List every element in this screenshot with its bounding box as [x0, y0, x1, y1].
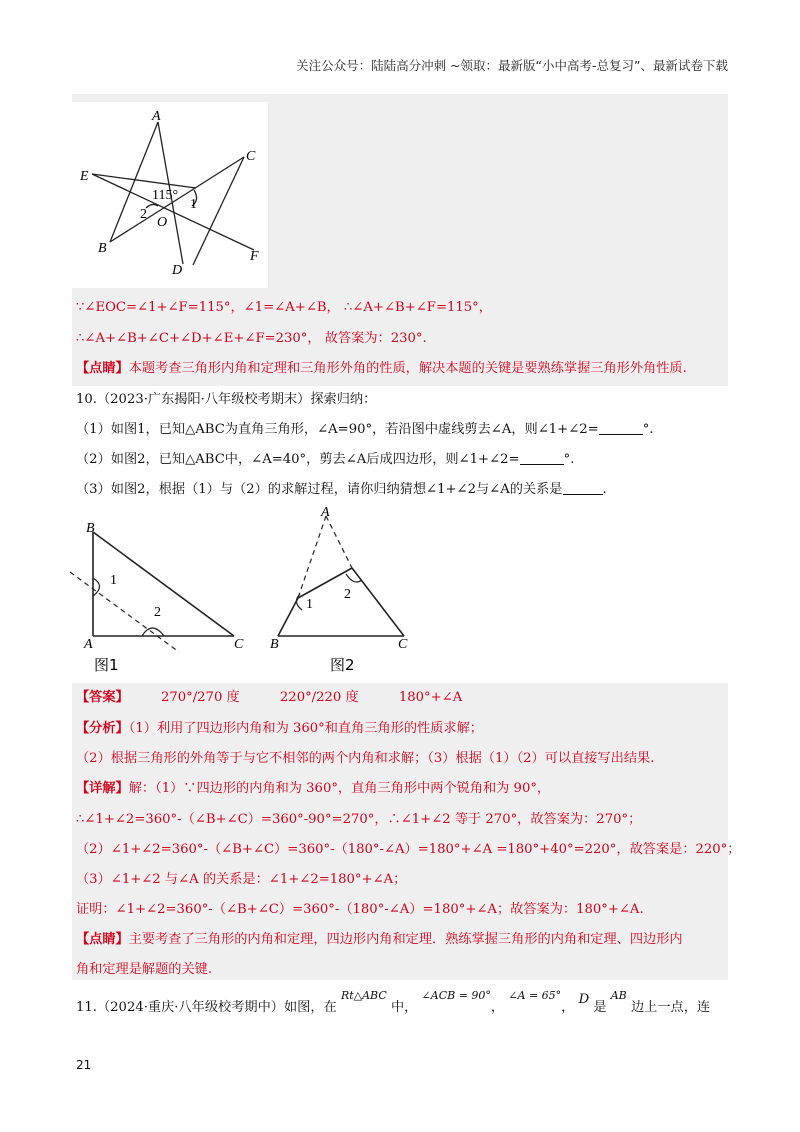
q10-part3-blank[interactable] — [563, 494, 603, 495]
fig1-label-c: C — [234, 637, 244, 652]
answer10-detail4: （3）∠1+∠2 与∠A 的关系是：∠1+∠2=180°+∠A； — [76, 872, 407, 887]
fig2-label-c: C — [398, 637, 408, 652]
comment-tag: 【点睛】 — [76, 361, 129, 376]
star-label-a: A — [152, 109, 161, 124]
answer10-comment-text: 主要考查了三角形的内角和定理，四边形内角和定理．熟练掌握三角形的内角和定理、四边形内 — [128, 932, 683, 947]
figure-1 — [66, 516, 256, 676]
q10-part3-end: . — [602, 482, 607, 497]
star-label-e: E — [80, 169, 89, 184]
q11-math-d: D — [578, 992, 590, 1007]
fig2-label-b: B — [270, 637, 279, 652]
q11-math-a: ∠A = 65° — [508, 989, 562, 1002]
answer-tag: 【答案】 — [76, 690, 129, 705]
q10-part2-text: （2）如图2，已知△ABC中，∠A=40°，剪去∠A后成四边形，则∠1+∠2= — [76, 452, 520, 467]
q10-part2 — [76, 452, 574, 468]
q10-part2-end: °. — [563, 452, 575, 467]
solution9-line2: ∴∠A+∠B+∠C+∠D+∠E+∠F=230°， 故答案为：230°. — [76, 331, 427, 346]
q11-comma-2: ， — [561, 1000, 575, 1015]
figure-2 — [266, 502, 426, 676]
fig2-caption: 图2 — [330, 656, 355, 674]
q10-part1-end: °. — [642, 422, 654, 437]
analysis-text-1: （1）利用了四边形内角和为 360°和直角三角形的性质求解； — [128, 721, 483, 736]
fig1-angle-1: 1 — [110, 573, 117, 588]
answer10-analysis2: （2）根据三角形的外角等于与它不相邻的两个内角和求解；（3）根据（1）（2）可以直接写出结果. — [76, 751, 655, 766]
answer-2: 220°/220 度 — [279, 690, 359, 705]
star-label-b: B — [98, 241, 107, 256]
fig1-label-a: A — [84, 637, 93, 652]
fig1-caption: 图1 — [94, 656, 119, 674]
q11-text-shi: 是 — [593, 1000, 607, 1015]
answer10-comment1 — [76, 932, 683, 948]
star-label-f: F — [250, 249, 259, 264]
answer10-detail3: （2）∠1+∠2=360°-（∠B+∠C）=360°-（180°-∠A）=180°+∠A =180°+40°=220°，故答案是：220°； — [76, 842, 741, 857]
q11-comma-1: ， — [490, 1000, 505, 1015]
analysis-tag: 【分析】 — [76, 721, 129, 736]
q10-part2-blank[interactable] — [520, 464, 564, 465]
fig2-angle-2: 2 — [344, 587, 351, 602]
fig1-label-b: B — [86, 521, 95, 536]
star-label-o: O — [157, 215, 168, 230]
answer10-comment-tag: 【点睛】 — [76, 932, 129, 947]
q11-text-end: 边上一点，连 — [630, 1000, 711, 1015]
star-angle-115: 115° — [152, 188, 179, 203]
star-angle-2: 2 — [140, 207, 147, 222]
q10-part3 — [76, 482, 607, 498]
q10-part1-blank[interactable] — [599, 434, 643, 435]
q10-part1-text: （1）如图1，已知△ABC为直角三角形，∠A=90°，若沿图中虚线剪去∠A，则∠1+∠2= — [76, 422, 599, 437]
q11-math-acb: ∠ACB = 90° — [421, 989, 491, 1002]
star-label-d: D — [172, 263, 183, 278]
fig1-angle-2: 2 — [154, 605, 161, 620]
answer10-analysis1 — [76, 721, 483, 737]
answer10-comment2: 角和定理是解题的关键. — [76, 962, 213, 977]
answer10-detail5: 证明：∠1+∠2=360°-（∠B+∠C）=360°-（180°-∠A）=180°+∠A；故答案为：180°+∠A. — [76, 902, 644, 917]
q11-math-ab: AB — [610, 989, 627, 1002]
q11-text-zhong: 中， — [390, 1000, 418, 1015]
page-header: 关注公众号：陆陆高分冲刺 ~领取：最新版“小中高考-总复习”、最新试卷下载 — [296, 58, 728, 73]
star-figure — [72, 102, 268, 288]
fig2-label-a: A — [321, 505, 330, 520]
solution9-line1: ∵∠EOC=∠1+∠F=115°，∠1=∠A+∠B， ∴∠A+∠B+∠F=115°， — [76, 300, 492, 315]
star-angle-1: 1 — [190, 197, 197, 212]
q10-part1 — [76, 422, 654, 438]
answer10-detail1 — [76, 781, 550, 797]
answer-1: 270°/270 度 — [160, 690, 240, 705]
solution9-comment — [76, 361, 687, 377]
answer-3: 180°+∠A — [398, 690, 463, 705]
detail-text-1: 解：（1）∵四边形的内角和为 360°，直角三角形中两个锐角和为 90°， — [128, 781, 551, 796]
answer10-detail2: ∴∠1+∠2=360°-（∠B+∠C）=360°-90°=270°，∴∠1+∠2 等于 270°，故答案为：270°； — [76, 812, 642, 827]
detail-tag: 【详解】 — [76, 781, 129, 796]
q10-part3-text: （3）如图2，根据（1）与（2）的求解过程，请你归纳猜想∠1+∠2与∠A的关系是 — [76, 482, 563, 497]
answer10-answer — [76, 690, 462, 706]
q11-math-triangle: Rt△ABC — [340, 989, 387, 1002]
star-label-c: C — [246, 149, 256, 164]
q11-stem: 11.（2024·重庆·八年级校考期中）如图，在 — [76, 1000, 337, 1015]
page-number: 21 — [76, 1058, 92, 1072]
comment-text: 本题考查三角形内角和定理和三角形外角的性质，解决本题的关键是要熟练掌握三角形外角性质. — [128, 361, 687, 376]
q10-stem: 10.（2023·广东揭阳·八年级校考期末）探索归纳： — [76, 392, 377, 407]
fig2-angle-1: 1 — [306, 597, 313, 612]
